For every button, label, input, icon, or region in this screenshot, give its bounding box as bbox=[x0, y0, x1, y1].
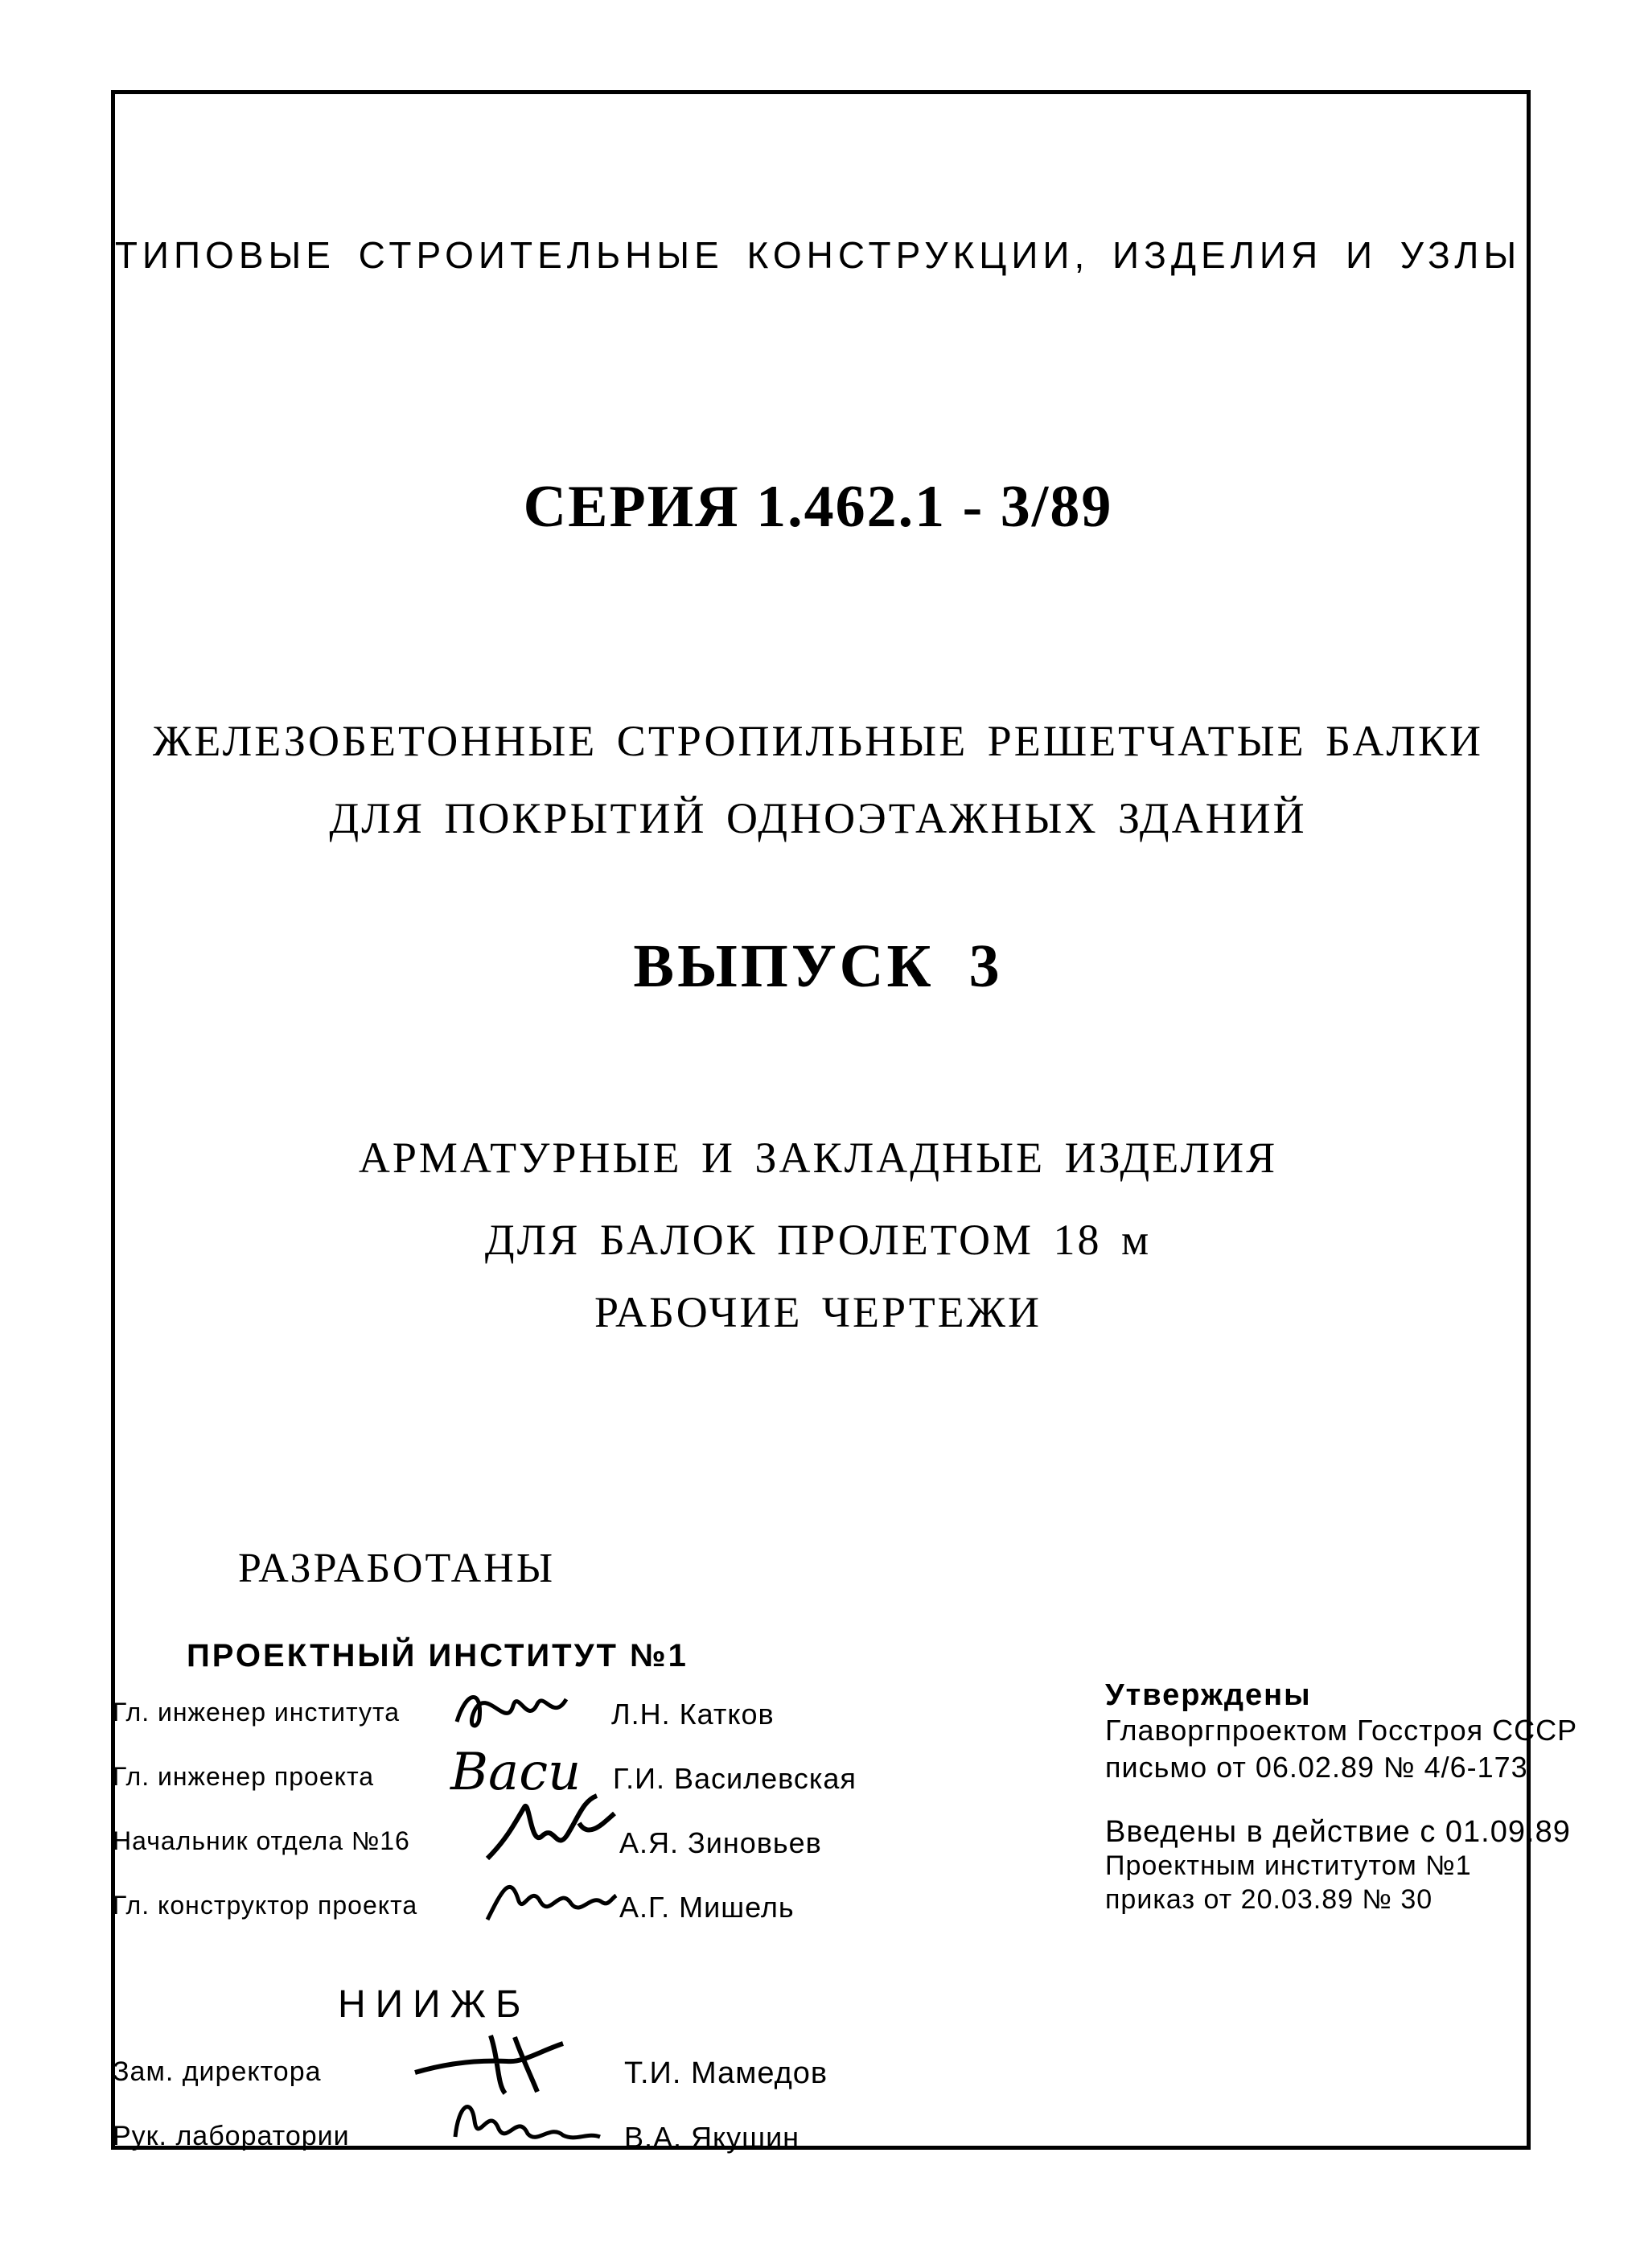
introduction-date: Введены в действие с 01.09.89 bbox=[1105, 1815, 1571, 1849]
staff-role-2: Гл. инженер проекта bbox=[113, 1762, 375, 1791]
approval-title: Утверждены bbox=[1105, 1678, 1312, 1712]
niizhb-name-1: Т.И. Мамедов bbox=[624, 2056, 828, 2090]
niizhb-name-2: В.А. Якушин bbox=[624, 2121, 800, 2154]
signature-scribble-4 bbox=[483, 1867, 619, 1931]
staff-name-2: Г.И. Василевская bbox=[613, 1762, 857, 1795]
niizhb-title: НИИЖБ bbox=[338, 1983, 531, 2026]
staff-role-1: Гл. инженер института bbox=[113, 1698, 401, 1727]
signature-6 bbox=[450, 2089, 603, 2157]
subject-line-1: ЖЕЛЕЗОБЕТОННЫЕ СТРОПИЛЬНЫЕ РЕШЕТЧАТЫЕ БАЛКИ bbox=[152, 717, 1483, 765]
description-line-1: АРМАТУРНЫЕ И ЗАКЛАДНЫЕ ИЗДЕЛИЯ bbox=[358, 1134, 1278, 1182]
staff-name-1: Л.Н. Катков bbox=[611, 1698, 775, 1731]
signature-3 bbox=[483, 1791, 619, 1875]
staff-role-3: Начальник отдела №16 bbox=[113, 1826, 410, 1855]
signature-1 bbox=[450, 1681, 571, 1751]
approval-authority: Главоргпроектом Госстроя СССР bbox=[1105, 1714, 1578, 1747]
signature-4 bbox=[483, 1867, 619, 1935]
approval-letter: письмо от 06.02.89 № 4/6-173 bbox=[1105, 1751, 1528, 1784]
signature-scribble-3 bbox=[483, 1791, 619, 1871]
header-title: ТИПОВЫЕ СТРОИТЕЛЬНЫЕ КОНСТРУКЦИИ, ИЗДЕЛИЯ И УЗЛЫ bbox=[114, 234, 1522, 276]
staff-name-4: А.Г. Мишель bbox=[619, 1891, 795, 1924]
subject-line-2: ДЛЯ ПОКРЫТИЙ ОДНОЭТАЖНЫХ ЗДАНИЙ bbox=[329, 794, 1307, 842]
introduction-order: приказ от 20.03.89 № 30 bbox=[1105, 1884, 1433, 1915]
staff-name-3: А.Я. Зиновьев bbox=[619, 1826, 822, 1859]
issue-number: ВЫПУСК 3 bbox=[633, 932, 1003, 1000]
niizhb-role-2: Рук. лаборатории bbox=[113, 2121, 350, 2151]
description-line-2: ДЛЯ БАЛОК ПРОЛЕТОМ 18 м bbox=[484, 1216, 1152, 1264]
niizhb-role-1: Зам. директора bbox=[113, 2056, 322, 2087]
institute-name: ПРОЕКТНЫЙ ИНСТИТУТ №1 bbox=[187, 1638, 689, 1673]
signature-2: Васи bbox=[450, 1743, 582, 1802]
developed-title: РАЗРАБОТАНЫ bbox=[238, 1546, 556, 1591]
description-line-3: РАБОЧИЕ ЧЕРТЕЖИ bbox=[594, 1288, 1042, 1336]
staff-role-4: Гл. конструктор проекта bbox=[113, 1891, 418, 1920]
series-number: СЕРИЯ 1.462.1 - 3/89 bbox=[523, 474, 1113, 540]
introduction-authority: Проектным институтом №1 bbox=[1105, 1850, 1472, 1881]
signature-scribble-1 bbox=[450, 1681, 571, 1738]
signature-scribble-6 bbox=[450, 2089, 603, 2153]
